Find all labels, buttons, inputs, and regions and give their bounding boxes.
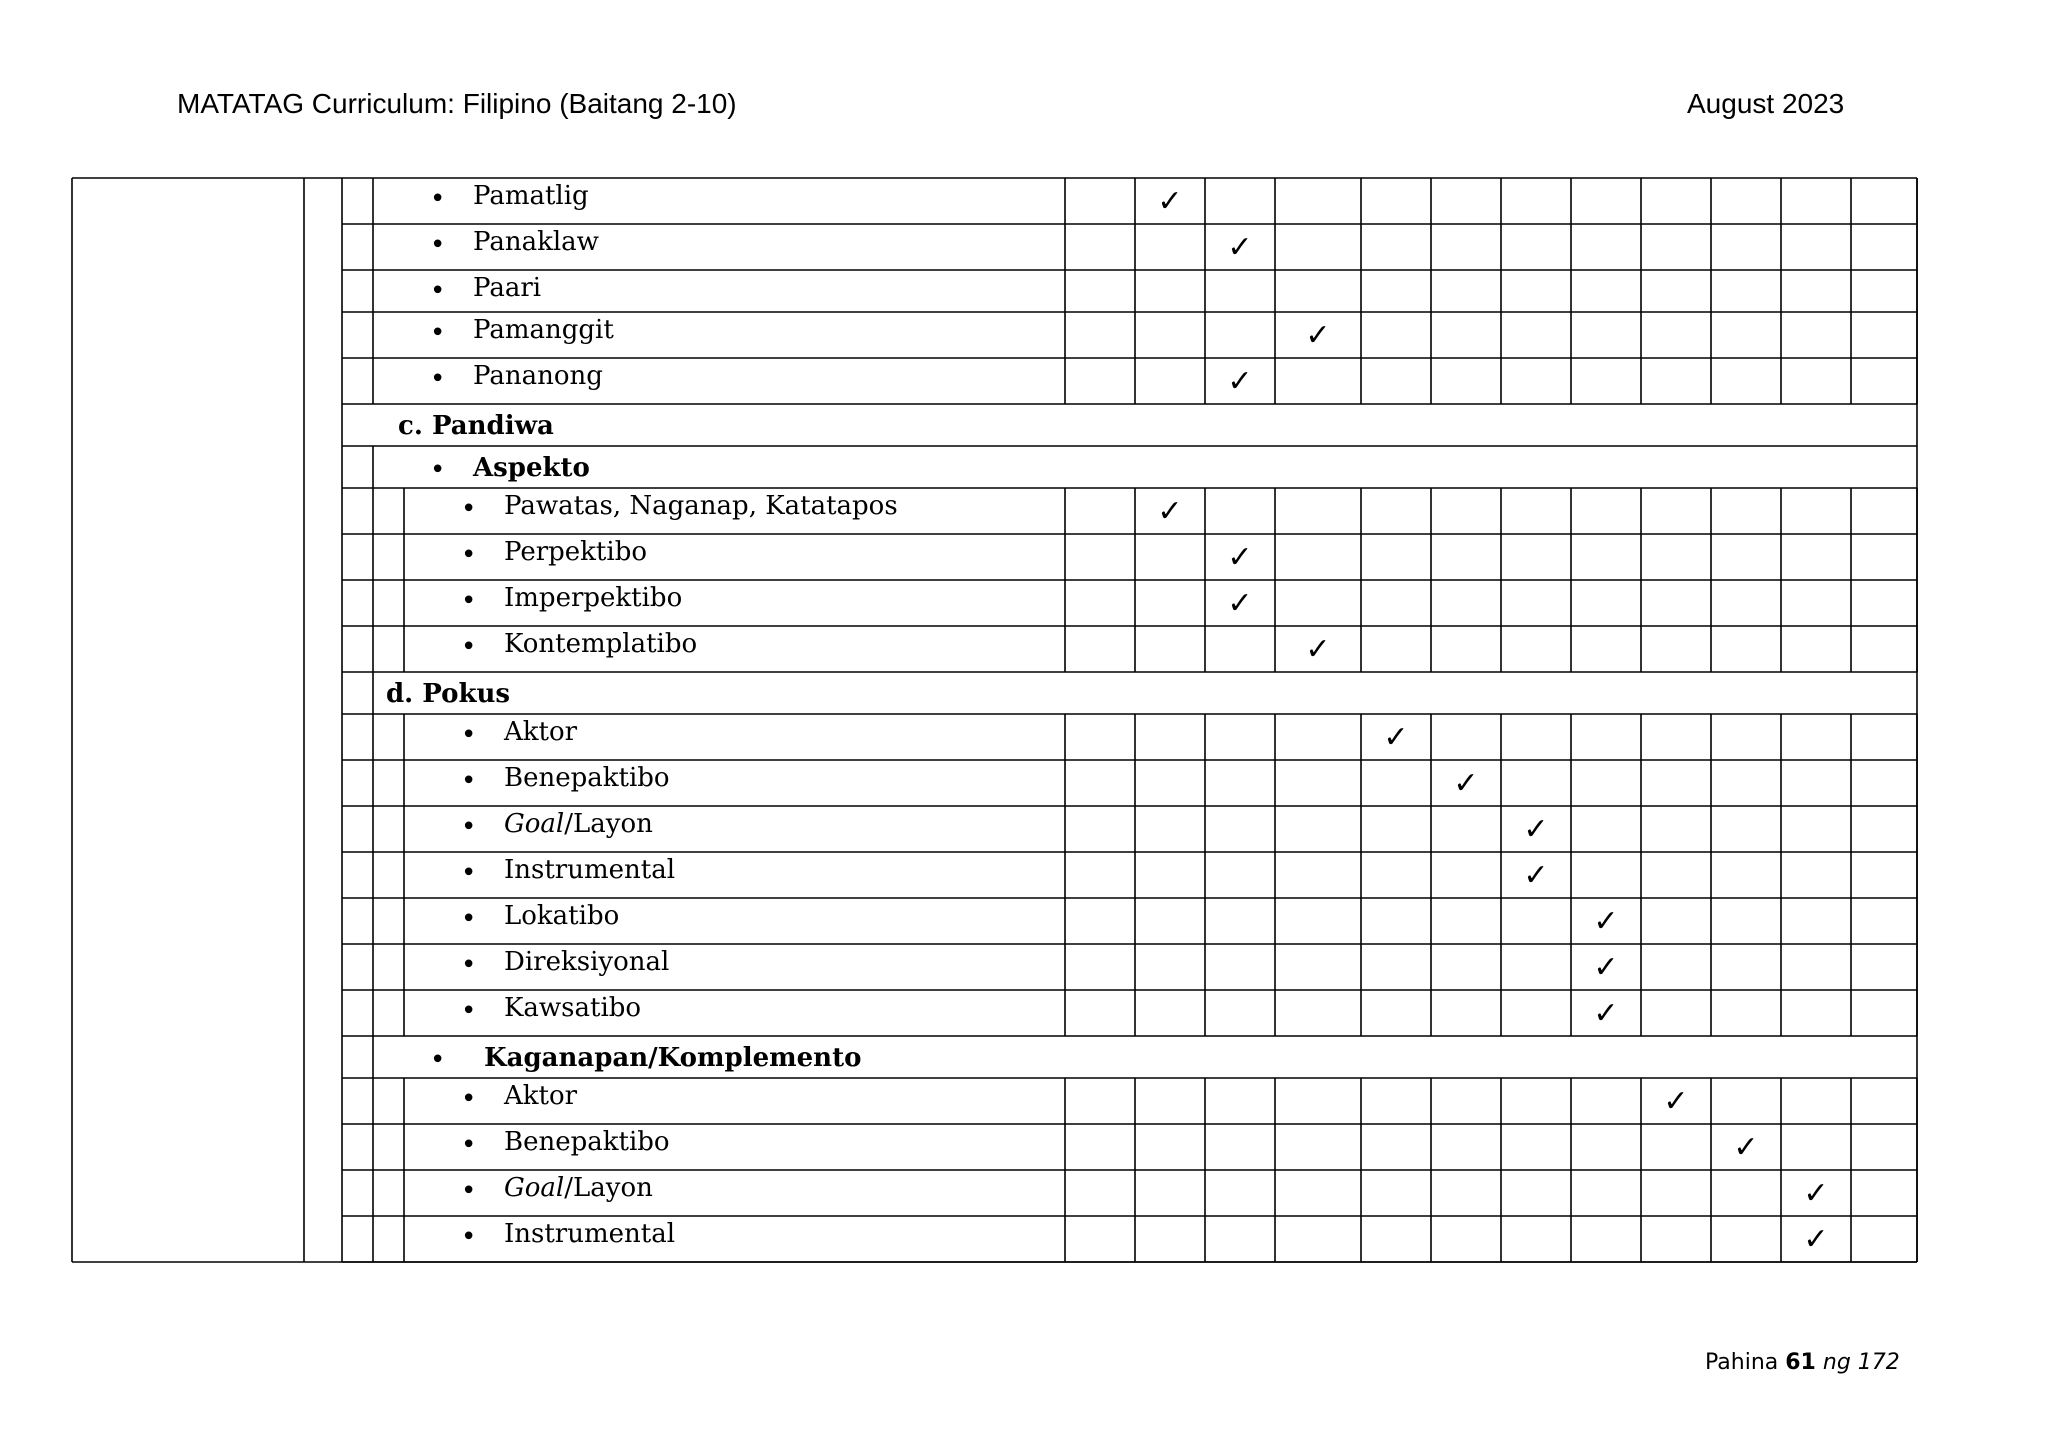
- check-mark: ✓: [1227, 230, 1253, 265]
- check-mark: ✓: [1523, 858, 1549, 893]
- bullet: •: [461, 1222, 477, 1252]
- row-label: Benepaktibo: [504, 763, 670, 793]
- row-label: Instrumental: [504, 1219, 676, 1249]
- row-label: Pamatlig: [473, 181, 589, 211]
- bullet: •: [461, 586, 477, 616]
- row-label: Benepaktibo: [504, 1127, 670, 1157]
- page-footer: [1705, 1348, 1900, 1378]
- row-label: Perpektibo: [504, 537, 647, 567]
- check-mark: ✓: [1305, 318, 1331, 353]
- bullet: •: [461, 540, 477, 570]
- row-label: Kontemplatibo: [504, 629, 698, 659]
- row-label: Goal/Layon: [504, 1173, 653, 1203]
- subsection-heading: Aspekto: [473, 453, 590, 483]
- bullet: •: [430, 184, 446, 214]
- page-label: Pahina: [1705, 1350, 1779, 1375]
- check-mark: ✓: [1453, 766, 1479, 801]
- row-label: Direksiyonal: [504, 947, 670, 977]
- page-number: 61: [1785, 1350, 1816, 1375]
- bullet: •: [461, 996, 477, 1026]
- bullet: •: [461, 904, 477, 934]
- bullet: •: [461, 720, 477, 750]
- subsection-heading: Kaganapan/Komplemento: [484, 1043, 862, 1073]
- check-mark: ✓: [1227, 540, 1253, 575]
- check-mark: ✓: [1227, 586, 1253, 621]
- row-label: Aktor: [504, 1081, 578, 1111]
- bullet: •: [430, 230, 446, 260]
- bullet: •: [461, 812, 477, 842]
- bullet: •: [430, 318, 446, 348]
- bullet: •: [461, 1176, 477, 1206]
- check-mark: ✓: [1305, 632, 1331, 667]
- row-label: Panaklaw: [473, 227, 599, 257]
- bullet: •: [430, 364, 446, 394]
- row-label: Instrumental: [504, 855, 676, 885]
- row-label: Kawsatibo: [504, 993, 642, 1023]
- row-label: Aktor: [504, 717, 578, 747]
- bullet: •: [430, 455, 446, 485]
- bullet: •: [430, 276, 446, 306]
- row-label: Paari: [473, 273, 542, 303]
- check-mark: ✓: [1157, 184, 1183, 219]
- section-heading: c. Pandiwa: [398, 411, 554, 441]
- bullet: •: [461, 1130, 477, 1160]
- page-total: ng 172: [1822, 1350, 1900, 1375]
- section-heading: d. Pokus: [386, 679, 511, 709]
- bullet: •: [461, 632, 477, 662]
- check-mark: ✓: [1227, 364, 1253, 399]
- row-label: Lokatibo: [504, 901, 620, 931]
- row-label: Goal/Layon: [504, 809, 653, 839]
- row-label: Pananong: [473, 361, 603, 391]
- check-mark: ✓: [1157, 494, 1183, 529]
- check-mark: ✓: [1523, 812, 1549, 847]
- check-mark: ✓: [1663, 1084, 1689, 1119]
- check-mark: ✓: [1803, 1176, 1829, 1211]
- bullet: •: [461, 1084, 477, 1114]
- check-mark: ✓: [1383, 720, 1409, 755]
- bullet: •: [461, 766, 477, 796]
- check-mark: ✓: [1593, 996, 1619, 1031]
- check-mark: ✓: [1733, 1130, 1759, 1165]
- document-title: MATATAG Curriculum: Filipino (Baitang 2-10): [177, 88, 737, 119]
- bullet: •: [461, 494, 477, 524]
- bullet: •: [430, 1045, 446, 1075]
- row-label: Imperpektibo: [504, 583, 683, 613]
- row-label: Pamanggit: [473, 315, 614, 345]
- check-mark: ✓: [1593, 950, 1619, 985]
- check-mark: ✓: [1593, 904, 1619, 939]
- check-mark: ✓: [1803, 1222, 1829, 1257]
- bullet: •: [461, 950, 477, 980]
- row-label: Pawatas, Naganap, Katatapos: [504, 491, 898, 521]
- document-date: August 2023: [1687, 88, 1845, 119]
- bullet: •: [461, 858, 477, 888]
